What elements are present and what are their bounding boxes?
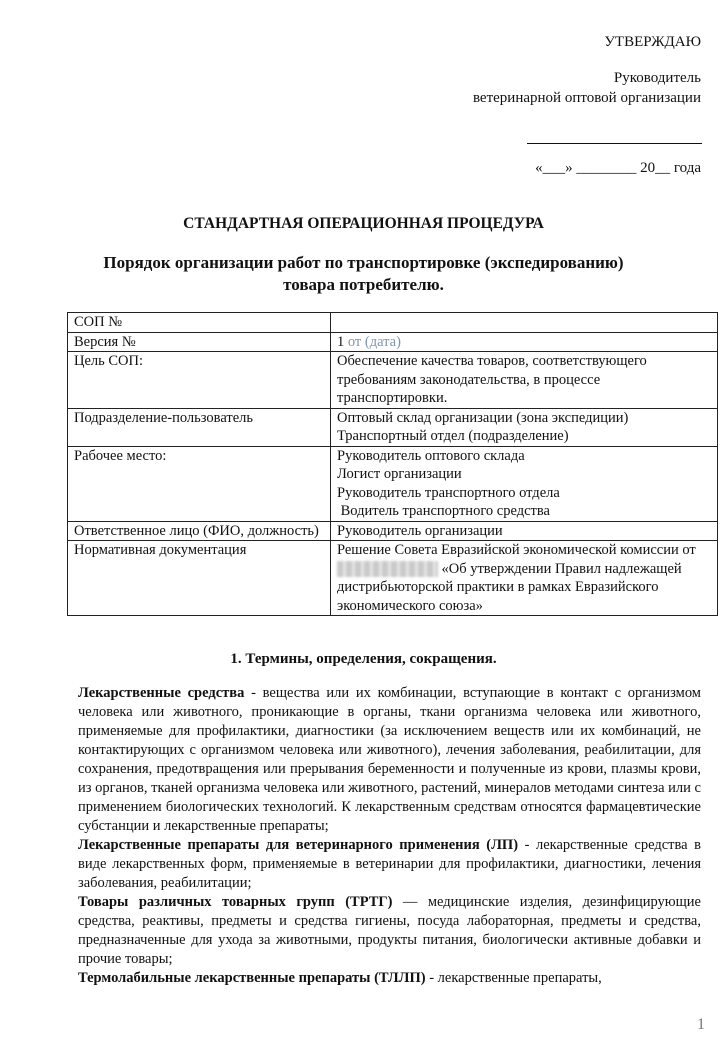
row-key: Нормативная документация	[68, 541, 331, 616]
definition-item	[78, 969, 701, 988]
row-value	[331, 313, 718, 333]
value-line: Транспортный отдел (подразделение)	[337, 428, 569, 444]
row-value: Руководитель организации	[331, 521, 718, 541]
regulation-text-start: Решение Совета Евразийской экономической комиссии от	[337, 542, 696, 558]
definition-term: Термолабильные лекарственные препараты (ТЛЛП)	[78, 970, 426, 986]
section-1-title: 1. Термины, определения, сокращения.	[230, 651, 497, 667]
value-line: Руководитель транспортного отдела	[337, 484, 560, 501]
table-row	[68, 541, 718, 616]
row-value	[331, 541, 718, 616]
approval-role-line-2: ветеринарной оптовой организации	[472, 90, 701, 106]
sop-info-table	[67, 312, 718, 616]
table-row	[68, 408, 718, 446]
definition-text: - лекарственные препараты,	[425, 970, 602, 986]
definition-term: Товары различных товарных групп (ТРТГ)	[78, 894, 393, 910]
table-row	[68, 352, 718, 409]
row-value	[331, 446, 718, 521]
row-value: Обеспечение качества товаров, соответствующего требованиям законодательства, в процессе транспортировки.	[331, 352, 718, 409]
row-key: СОП №	[68, 313, 331, 333]
definitions-list	[78, 684, 701, 988]
definition-text: - вещества или их комбинации, вступающие в контакт с организмом человека или животного, проникающие в органы, ткани организма человека или животного, применяемые для профилактики, диагностики (за исключением веществ или их комбинаций, не контактирующих с организмом человека или животного), лечения заболевания, реабилитации, для сохранения, предотвращения или прерывания беременности и полученные из крови, плазмы крови, из органов, тканей организма человека или животного, растений, минералов методами синтеза или с применением биологических технологий. К лекарственным средствам относятся фармацевтические субстанции и лекарственные препараты;	[78, 685, 701, 834]
definition-term: Лекарственные препараты для ветеринарного применения (ЛП)	[78, 837, 519, 853]
approval-role-line-1: Руководитель	[613, 70, 701, 86]
procedure-title	[0, 252, 727, 296]
table-row	[68, 313, 718, 333]
approval-date-line: «___» ________ 20__ года	[535, 160, 701, 176]
table-row	[68, 332, 718, 352]
definition-item	[78, 836, 701, 893]
table-row	[68, 446, 718, 521]
definition-text: - лекарственные средства в виде лекарственных форм, применяемые в ветеринарии для профилактики, диагностики, лечения заболевания, реабилитации;	[78, 837, 701, 891]
redacted-date	[337, 561, 438, 577]
value-line: Логист организации	[337, 466, 462, 482]
definition-text: — медицинские изделия, дезинфицирующие средства, реактивы, предметы и средства гигиены, посуда лабораторная, предметы и средства, предназначенные для ухода за животными, продукты питания, биологически активные добавки и прочие товары;	[78, 894, 701, 967]
version-date-placeholder: от (дата)	[347, 333, 401, 350]
definition-item	[78, 684, 701, 836]
approval-title: УТВЕРЖДАЮ	[604, 34, 701, 50]
definition-term: Лекарственные средства	[78, 685, 245, 701]
row-value	[331, 332, 718, 352]
row-key: Ответственное лицо (ФИО, должность)	[68, 521, 331, 541]
page-number: 1	[697, 1016, 705, 1033]
row-key: Цель СОП:	[68, 352, 331, 409]
value-line: Водитель транспортного средства	[337, 503, 550, 519]
row-value	[331, 408, 718, 446]
row-key: Версия №	[68, 332, 331, 352]
table-row	[68, 521, 718, 541]
row-key: Подразделение-пользователь	[68, 408, 331, 446]
row-key: Рабочее место:	[68, 446, 331, 521]
version-number: 1	[337, 333, 345, 350]
definition-item	[78, 893, 701, 969]
value-line: Руководитель оптового склада	[337, 447, 525, 464]
procedure-title-line-2: товара потребителю.	[283, 275, 444, 294]
document-heading: СТАНДАРТНАЯ ОПЕРАЦИОННАЯ ПРОЦЕДУРА	[183, 215, 544, 232]
signature-line	[527, 143, 702, 144]
regulation-text-end: «Об утверждении Правил надлежащей дистрибьюторской практики в рамках Евразийского экономического союза»	[337, 560, 682, 614]
procedure-title-line-1: Порядок организации работ по транспортировке (экспедированию)	[103, 253, 624, 272]
value-line: Оптовый склад организации (зона экспедиции)	[337, 409, 629, 426]
